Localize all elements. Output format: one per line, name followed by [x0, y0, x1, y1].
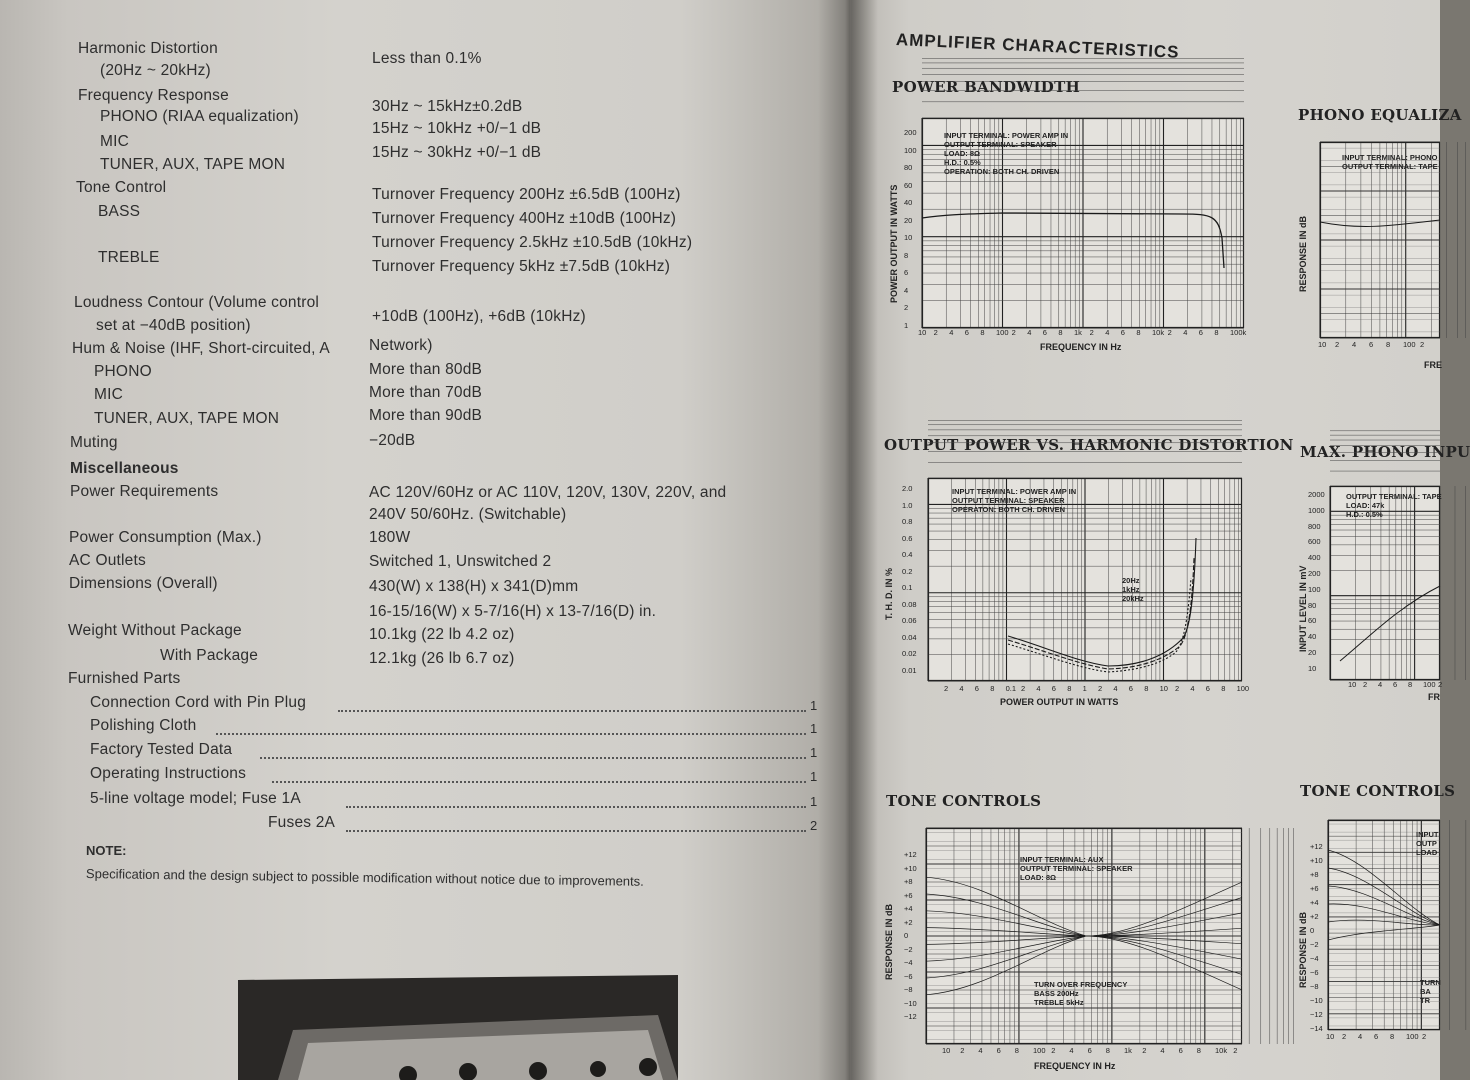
y-tick: 1.0: [902, 500, 913, 510]
leader-dots: [338, 708, 806, 712]
y-tick: +6: [904, 890, 913, 900]
furnished-part-qty: 1: [810, 769, 818, 784]
x-tick: 2: [1142, 1046, 1147, 1055]
spec-label: Power Consumption (Max.): [69, 529, 262, 546]
spec-value: 180W: [369, 529, 411, 546]
spec-value: +10dB (100Hz), +6dB (10kHz): [372, 308, 586, 325]
x-tick: 100: [1403, 340, 1416, 349]
y-tick: +2: [904, 917, 913, 927]
legend-line: INPUT: [1416, 830, 1439, 839]
legend-line: INPUT TERMINAL: PHONO: [1342, 153, 1438, 162]
x-tick: 2: [1011, 328, 1016, 337]
x-tick: 1k: [1124, 1046, 1132, 1055]
x-tick: 6: [1374, 1032, 1379, 1041]
thd-graph-legend: [952, 487, 1076, 514]
spec-value: Turnover Frequency 2.5kHz ±10.5dB (10kHz): [372, 234, 693, 251]
spec-label: With Package: [160, 647, 259, 664]
x-tick: 8: [990, 684, 995, 693]
x-tick: 8: [1214, 328, 1219, 337]
legend-line: LOAD: 8Ω: [944, 149, 981, 158]
leader-dots: [260, 755, 806, 759]
y-tick: 1: [904, 320, 909, 330]
x-tick: 2: [1167, 328, 1172, 337]
spec-label: MIC: [94, 386, 124, 403]
y-tick: 0: [1310, 926, 1315, 935]
legend-line: INPUT TERMINAL: POWER AMP IN: [944, 131, 1069, 140]
x-tick: 2: [1098, 684, 1103, 693]
furnished-part-qty: 1: [810, 721, 818, 736]
furnished-part-qty: 1: [810, 698, 818, 713]
power-bandwidth-title: POWER BANDWIDTH: [892, 78, 1081, 96]
x-tick: 4: [1036, 684, 1041, 693]
spec-label: TUNER, AUX, TAPE MON: [100, 156, 286, 173]
y-tick: 10: [1308, 663, 1317, 673]
y-tick: +12: [1310, 842, 1323, 851]
x-tick: 4: [1352, 340, 1357, 349]
spec-value: Network): [369, 337, 433, 354]
spec-label: Dimensions (Overall): [69, 575, 218, 592]
spec-value: Turnover Frequency 200Hz ±6.5dB (100Hz): [372, 186, 681, 203]
y-tick: 2.0: [902, 484, 913, 493]
max-phono-xlabel: FR: [1428, 692, 1440, 702]
x-tick: 4: [1378, 680, 1383, 689]
tone-controls-2-ylabel: RESPONSE IN dB: [1298, 911, 1308, 988]
y-tick: −6: [1310, 968, 1319, 977]
leader-dots: [346, 804, 806, 808]
series-20khz: 20kHz: [1122, 594, 1144, 603]
x-tick: 10k: [1152, 328, 1165, 337]
x-tick: 100: [1423, 680, 1436, 689]
y-tick: 40: [904, 198, 913, 207]
x-tick: 8: [1408, 680, 1413, 689]
spec-label: Loudness Contour (Volume control: [74, 294, 320, 311]
tone-controls-2-note: [1420, 978, 1441, 1005]
x-tick: 6: [1042, 328, 1047, 337]
y-tick: +10: [1310, 856, 1323, 865]
x-tick: 6: [1178, 1046, 1183, 1055]
x-tick: 2: [1342, 1032, 1347, 1041]
x-tick: 2: [1363, 680, 1368, 689]
x-tick: 2: [944, 684, 949, 693]
note-line: BASS 200Hz: [1034, 989, 1079, 998]
spec-label: Tone Control: [76, 179, 167, 196]
spec-label: (20Hz ~ 20kHz): [100, 62, 211, 79]
phono-eq-xlabel: FRE: [1424, 360, 1442, 370]
y-tick: 20: [1308, 648, 1317, 657]
y-tick: +2: [1310, 912, 1319, 921]
furnished-part-label: Connection Cord with Pin Plug: [90, 694, 307, 711]
legend-line: OUTPUT TERMINAL: TAPE: [1342, 162, 1438, 171]
x-tick: 4: [959, 684, 964, 693]
phono-eq-legend: [1342, 153, 1438, 171]
legend-line: LOAD: 8Ω: [1020, 873, 1057, 882]
power-bandwidth-legend: [944, 131, 1068, 176]
furnished-part-label: 5-line voltage model; Fuse 1A: [90, 790, 301, 807]
x-tick: 10: [1318, 340, 1327, 349]
tone-controls-title: TONE CONTROLS: [886, 792, 1042, 810]
x-tick: 4: [1105, 328, 1110, 337]
tone-controls-note: [1034, 980, 1127, 1007]
legend-line: INPUT TERMINAL: POWER AMP IN: [952, 487, 1077, 496]
x-tick: 8: [1390, 1032, 1395, 1041]
spec-value: 10.1kg (22 lb 4.2 oz): [369, 626, 515, 643]
spec-value: Turnover Frequency 5kHz ±7.5dB (10kHz): [372, 258, 671, 275]
note-line: BA: [1420, 987, 1431, 996]
spec-label: Furnished Parts: [68, 670, 181, 687]
y-tick: −14: [1310, 1024, 1323, 1033]
y-tick: 0.4: [902, 550, 913, 559]
x-tick: 4: [1160, 1046, 1165, 1055]
furnished-part-label: Fuses 2A: [268, 814, 336, 831]
x-tick: 10: [1326, 1032, 1335, 1041]
tone-controls-2-legend: [1416, 830, 1439, 857]
y-tick: −8: [904, 985, 913, 994]
leader-dots: [346, 828, 806, 832]
y-tick: 800: [1308, 521, 1321, 531]
furnished-part-label: Factory Tested Data: [90, 741, 233, 758]
y-tick: −12: [1310, 1010, 1323, 1019]
x-tick: 8: [1058, 328, 1063, 337]
amplifier-photo: [238, 975, 678, 1080]
x-tick: 8: [980, 328, 985, 337]
y-tick: 6: [904, 268, 909, 277]
x-tick: 8: [1221, 684, 1226, 693]
spec-label: MIC: [100, 133, 130, 150]
x-tick: 2: [1335, 340, 1340, 349]
y-tick: 1000: [1308, 505, 1325, 515]
y-tick: 40: [1308, 632, 1317, 642]
x-tick: 8: [1136, 328, 1141, 337]
legend-line: OUTPUT TERMINAL: TAPE: [1346, 492, 1442, 501]
legend-line: OUTPUT TERMINAL: SPEAKER: [952, 496, 1065, 505]
x-tick: 0.1: [1005, 684, 1017, 693]
legend-line: H.D.: 0.5%: [1346, 510, 1383, 519]
y-tick: 60: [904, 180, 913, 190]
max-phono-curve: [1340, 586, 1440, 661]
spec-value: Less than 0.1%: [372, 50, 482, 67]
furnished-part-qty: 2: [810, 818, 818, 833]
spec-value: 430(W) x 138(H) x 341(D)mm: [369, 578, 579, 595]
spec-label: Power Requirements: [70, 483, 219, 500]
y-tick: 80: [1308, 600, 1317, 610]
max-phono-title: MAX. PHONO INPU: [1300, 443, 1470, 461]
note-title: NOTE:: [86, 843, 127, 858]
y-tick: −2: [904, 944, 913, 954]
y-tick: 4: [904, 285, 909, 295]
x-tick: 100k: [1230, 328, 1247, 337]
spec-value: More than 80dB: [369, 361, 483, 378]
x-tick: 6: [996, 1046, 1001, 1055]
x-tick: 4: [1358, 1032, 1363, 1041]
spec-label: Weight Without Package: [68, 622, 242, 639]
y-tick: +4: [904, 904, 913, 913]
leader-dots: [272, 779, 806, 783]
spec-label: Hum & Noise (IHF, Short-circuited, A: [72, 340, 330, 357]
x-tick: 6: [1393, 680, 1398, 689]
tone-controls-2-title: TONE CONTROLS: [1300, 782, 1456, 800]
x-tick: 8: [1386, 340, 1391, 349]
y-tick: 200: [1308, 569, 1321, 578]
furnished-part-qty: 1: [810, 745, 818, 760]
y-tick: 0.06: [902, 616, 917, 625]
x-tick: 100: [996, 328, 1009, 337]
y-tick: 0.1: [902, 583, 913, 592]
x-tick: 10: [1348, 680, 1357, 689]
x-tick: 2: [1438, 680, 1443, 689]
x-tick: 6: [964, 328, 969, 337]
power-bandwidth-ylabel: POWER OUTPUT IN WATTS: [889, 184, 899, 303]
series-20hz: 20Hz: [1122, 576, 1140, 585]
spec-label: TREBLE: [98, 249, 160, 266]
spec-value: 240V 50/60Hz. (Switchable): [369, 506, 567, 523]
spec-value: −20dB: [369, 432, 416, 449]
x-tick: 6: [974, 684, 979, 693]
x-tick: 2: [933, 328, 938, 337]
tone-controls-legend: [1020, 855, 1133, 882]
y-tick: −4: [1310, 954, 1319, 963]
y-tick: −2: [1310, 940, 1319, 949]
legend-line: LOAD: 47k: [1346, 501, 1385, 510]
y-tick: 600: [1308, 537, 1321, 547]
x-tick: 2: [1051, 1046, 1056, 1055]
note-text: Specification and the design subject to possible modification without notice due to improvements.: [85, 866, 644, 889]
y-tick: 100: [904, 145, 917, 155]
spec-value: 15Hz ~ 30kHz +0/−1 dB: [372, 144, 542, 161]
x-tick: 2: [1422, 1032, 1427, 1041]
y-tick: 20: [904, 215, 913, 225]
x-tick: 8: [1014, 1046, 1019, 1055]
y-tick: 0.6: [902, 533, 913, 543]
legend-line: INPUT TERMINAL: AUX: [1020, 855, 1104, 864]
thd-curve-20hz: [1008, 538, 1196, 666]
tone-controls-ylabel: RESPONSE IN dB: [884, 903, 894, 980]
y-tick: 0.2: [902, 566, 913, 576]
x-tick: 100: [1236, 684, 1250, 693]
phono-eq-ylabel: RESPONSE IN dB: [1298, 215, 1308, 292]
x-tick: 2: [960, 1046, 965, 1055]
y-tick: −6: [904, 971, 913, 981]
x-tick: 100: [1033, 1046, 1046, 1055]
legend-line: OUTP: [1416, 839, 1437, 848]
x-tick: 4: [1027, 328, 1032, 337]
x-tick: 8: [1105, 1046, 1110, 1055]
y-tick: 2: [904, 303, 909, 312]
x-tick: 10: [942, 1046, 951, 1055]
spec-label: set at −40dB position): [96, 317, 251, 334]
power-curve: [922, 213, 1224, 268]
y-tick: 10: [904, 233, 913, 242]
thd-graph-ylabel: T. H. D. IN %: [884, 567, 894, 620]
max-phono-ylabel: INPUT LEVEL IN mV: [1298, 565, 1308, 652]
spec-value: 30Hz ~ 15kHz±0.2dB: [372, 98, 523, 115]
x-tick: 4: [1183, 328, 1188, 337]
legend-line: OPERATION: BOTH CH. DRIVEN: [944, 167, 1060, 176]
leader-dots: [216, 731, 806, 735]
spec-label: BASS: [98, 203, 141, 220]
legend-line: OUTPUT TERMINAL: SPEAKER: [944, 140, 1057, 149]
spec-label: Harmonic Distortion: [78, 40, 218, 57]
phono-eq-title: PHONO EQUALIZA: [1298, 106, 1462, 124]
x-tick: 6: [1128, 684, 1133, 693]
series-1khz: 1kHz: [1122, 585, 1140, 594]
spec-label: PHONO (RIAA equalization): [100, 108, 299, 125]
y-tick: 0.04: [902, 632, 917, 642]
x-tick: 6: [1087, 1046, 1092, 1055]
spec-label: AC Outlets: [69, 552, 146, 569]
y-tick: 60: [1308, 616, 1317, 626]
y-tick: 400: [1308, 553, 1321, 563]
x-tick: 2: [1233, 1046, 1238, 1055]
y-tick: −10: [904, 998, 917, 1008]
y-tick: 0.01: [902, 665, 917, 675]
furnished-part-label: Operating Instructions: [90, 765, 247, 782]
y-tick: −8: [1310, 982, 1319, 991]
x-tick: 6: [1198, 328, 1203, 337]
note-line: TURN: [1420, 978, 1441, 987]
spec-value: Turnover Frequency 400Hz ±10dB (100Hz): [372, 210, 677, 227]
page-heading: AMPLIFIER CHARACTERISTICS: [895, 30, 1180, 62]
x-tick: 4: [1113, 684, 1118, 693]
x-tick: 10: [918, 328, 927, 337]
y-tick: +10: [904, 863, 917, 873]
x-tick: 4: [949, 328, 954, 337]
y-tick: +4: [1310, 898, 1319, 907]
thd-graph-title: OUTPUT POWER VS. HARMONIC DISTORTION: [884, 436, 1294, 454]
furnished-part-qty: 1: [810, 794, 818, 809]
x-tick: 2: [1175, 684, 1180, 693]
note-line: TR: [1420, 996, 1430, 1005]
y-tick: +8: [1310, 870, 1319, 879]
x-tick: 6: [1369, 340, 1374, 349]
spec-label: Muting: [70, 434, 118, 451]
y-tick: 100: [1308, 584, 1321, 594]
spec-value: AC 120V/60Hz or AC 110V, 120V, 130V, 220V, and: [369, 484, 727, 501]
y-tick: +8: [904, 877, 913, 886]
spec-value: More than 90dB: [369, 407, 483, 424]
y-tick: 0.08: [902, 599, 917, 609]
x-tick: 4: [1069, 1046, 1074, 1055]
tone-controls-xlabel: FREQUENCY IN Hz: [1034, 1061, 1116, 1071]
x-tick: 6: [1120, 328, 1125, 337]
x-tick: 2: [1089, 328, 1094, 337]
book-gutter: [818, 0, 878, 1080]
x-tick: 1k: [1074, 328, 1082, 337]
spec-value: More than 70dB: [369, 384, 483, 401]
x-tick: 8: [1067, 684, 1072, 693]
x-tick: 2: [1420, 340, 1425, 349]
y-tick: −4: [904, 958, 913, 967]
spec-label: Miscellaneous: [70, 460, 179, 477]
spec-value: Switched 1, Unswitched 2: [369, 553, 552, 570]
y-tick: 200: [904, 128, 917, 137]
y-tick: +12: [904, 850, 917, 859]
x-tick: 4: [978, 1046, 983, 1055]
y-tick: −12: [904, 1012, 917, 1021]
thd-series-legend: [1122, 576, 1144, 603]
x-tick: 4: [1190, 684, 1195, 693]
y-tick: 2000: [1308, 490, 1325, 499]
y-tick: 0: [904, 931, 909, 940]
phono-eq-graph: [1320, 142, 1440, 338]
x-tick: 6: [1205, 684, 1210, 693]
y-tick: −10: [1310, 996, 1323, 1005]
x-tick: 8: [1144, 684, 1149, 693]
note-line: TREBLE 5kHz: [1034, 998, 1084, 1007]
thd-graph-xlabel: POWER OUTPUT IN WATTS: [1000, 697, 1119, 707]
y-tick: 8: [904, 250, 909, 260]
x-tick: 1: [1082, 684, 1087, 693]
x-tick: 10: [1159, 684, 1168, 693]
power-bandwidth-xlabel: FREQUENCY IN Hz: [1040, 342, 1122, 352]
x-tick: 6: [1051, 684, 1056, 693]
note-line: TURN OVER FREQUENCY: [1034, 980, 1128, 989]
x-tick: 10k: [1215, 1046, 1228, 1055]
spec-value: 12.1kg (26 lb 6.7 oz): [369, 650, 515, 667]
y-tick: +6: [1310, 884, 1319, 893]
spec-label: Frequency Response: [78, 87, 229, 104]
y-tick: 0.8: [902, 517, 913, 526]
legend-line: OPERATON: BOTH CH. DRIVEN: [952, 505, 1066, 514]
x-tick: 8: [1196, 1046, 1201, 1055]
spec-label: PHONO: [94, 363, 152, 380]
legend-line: OUTPUT TERMINAL: SPEAKER: [1020, 864, 1133, 873]
furnished-part-label: Polishing Cloth: [90, 717, 197, 734]
y-tick: 80: [904, 163, 913, 172]
y-tick: 0.02: [902, 649, 917, 658]
legend-line: H.D.: 0.5%: [944, 158, 981, 167]
spec-label: TUNER, AUX, TAPE MON: [94, 410, 280, 427]
spec-value: 15Hz ~ 10kHz +0/−1 dB: [372, 120, 542, 137]
spec-value: 16-15/16(W) x 5-7/16(H) x 13-7/16(D) in.: [369, 603, 657, 620]
x-tick: 2: [1021, 684, 1026, 693]
legend-line: LOAD: [1416, 848, 1438, 857]
x-tick: 100: [1406, 1032, 1419, 1041]
max-phono-legend: [1346, 492, 1442, 519]
